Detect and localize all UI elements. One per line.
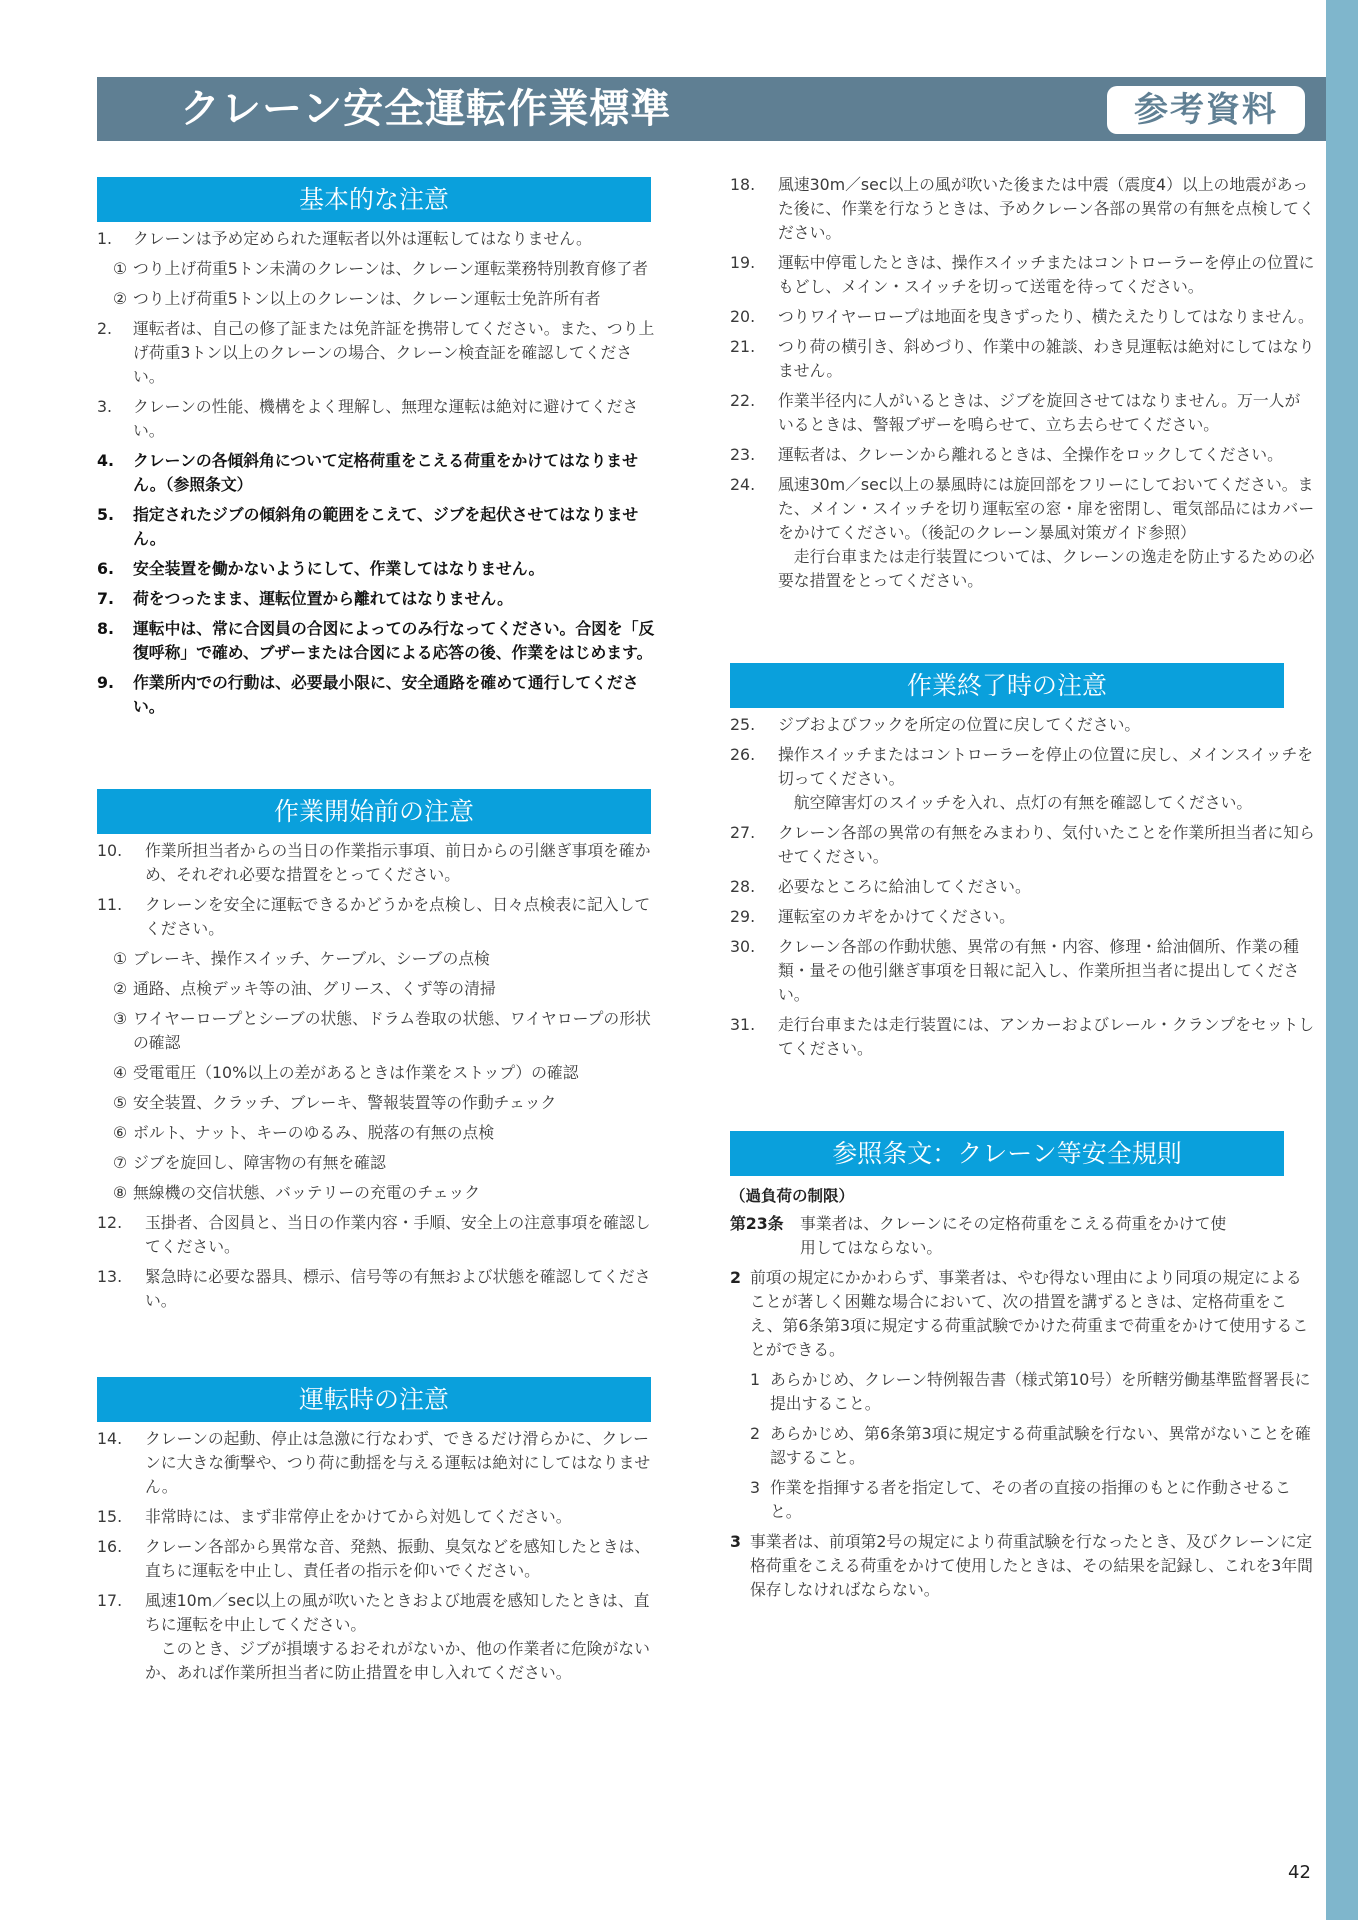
item-number: 2. bbox=[97, 319, 113, 338]
list-item bbox=[97, 449, 662, 497]
paragraph-item-number: 1 bbox=[750, 1370, 761, 1389]
sub-mark: ⑥ bbox=[113, 1123, 128, 1142]
item-text bbox=[778, 473, 1315, 593]
item-text: クレーンの各傾斜角について定格荷重をこえる荷重をかけてはなりません。（参照条文） bbox=[133, 451, 638, 494]
item-text: クレーン各部の異常の有無をみまわり、気付いたことを作業所担当者に知らせてください。 bbox=[778, 823, 1315, 866]
sub-mark: ④ bbox=[113, 1063, 128, 1082]
section-heading-before-work: 作業開始前の注意 bbox=[97, 789, 651, 834]
item-text: 緊急時に必要な器具、標示、信号等の有無および状態を確認してください。 bbox=[145, 1267, 651, 1310]
list-item bbox=[730, 473, 1315, 593]
item-text: 運転室のカギをかけてください。 bbox=[778, 907, 1015, 926]
item-text: クレーンの起動、停止は急激に行なわず、できるだけ滑らかに、クレーンに大きな衝撃や、つり荷に動揺を与える運転は絶対にしてはなりません。 bbox=[145, 1429, 651, 1496]
article-text-line2: 用してはならない。 bbox=[800, 1238, 943, 1257]
item-text: 指定されたジブの傾斜角の範囲をこえて、ジブを起伏させてはなりません。 bbox=[133, 505, 639, 548]
section-heading-reference: 参照条文：クレーン等安全規則 bbox=[730, 1131, 1284, 1176]
paragraph-item bbox=[730, 1368, 1315, 1416]
article-text-line1: 事業者は、クレーンにその定格荷重をこえる荷重をかけて使 bbox=[800, 1214, 1227, 1233]
list-item bbox=[97, 587, 662, 611]
sub-mark: ③ bbox=[113, 1009, 128, 1028]
list-item bbox=[730, 443, 1315, 467]
item-text: 走行台車または走行装置には、アンカーおよびレール・クランプをセットしてください。 bbox=[778, 1015, 1315, 1058]
list-item bbox=[730, 905, 1315, 929]
item-text: 作業所内での行動は、必要最小限に、安全通路を確めて通行してください。 bbox=[133, 673, 639, 716]
list-item bbox=[97, 503, 662, 551]
item-number: 25. bbox=[730, 715, 756, 734]
item-text: 運転者は、クレーンから離れるときは、全操作をロックしてください。 bbox=[778, 445, 1283, 464]
item-text bbox=[145, 1589, 662, 1685]
list-item bbox=[730, 875, 1315, 899]
item-number: 24. bbox=[730, 475, 756, 494]
sub-text: ジブを旋回し、障害物の有無を確認 bbox=[133, 1153, 386, 1172]
list-item bbox=[730, 335, 1315, 383]
paragraph-item bbox=[730, 1422, 1315, 1470]
sub-item bbox=[97, 287, 662, 311]
item-number: 20. bbox=[730, 307, 756, 326]
item-text bbox=[778, 743, 1315, 815]
sub-text: 受電電圧（10%以上の差があるときは作業をストップ）の確認 bbox=[133, 1063, 579, 1082]
article-number: 第23条 bbox=[730, 1214, 784, 1233]
list-item bbox=[97, 617, 662, 665]
item-number: 19. bbox=[730, 253, 756, 272]
paragraph-item-text: あらかじめ、第6条第3項に規定する荷重試験を行ない、異常がないことを確認すること。 bbox=[770, 1424, 1311, 1467]
item-number: 16. bbox=[97, 1537, 123, 1556]
list-item bbox=[97, 1265, 662, 1313]
item-number: 31. bbox=[730, 1015, 756, 1034]
item-text: 運転中停電したときは、操作スイッチまたはコントローラーを停止の位置にもどし、メイン・スイッチを切って送電を待ってください。 bbox=[778, 253, 1315, 296]
reference-label: （過負荷の制限） bbox=[730, 1187, 855, 1205]
item-number: 3. bbox=[97, 397, 113, 416]
list-item bbox=[730, 743, 1315, 815]
item-text: クレーン各部の作動状態、異常の有無・内容、修理・給油個所、作業の種類・量その他引継ぎ事項を日報に記入し、作業所担当者に提出してください。 bbox=[778, 937, 1300, 1004]
reference-badge: 参考資料 bbox=[1107, 86, 1305, 134]
item-number: 13. bbox=[97, 1267, 123, 1286]
sub-mark: ② bbox=[113, 979, 128, 998]
item-text: 荷をつったまま、運転位置から離れてはなりません。 bbox=[133, 589, 513, 608]
item-text: 玉掛者、合図員と、当日の作業内容・手順、安全上の注意事項を確認してください。 bbox=[145, 1213, 651, 1256]
item-extra-text: 走行台車または走行装置については、クレーンの逸走を防止するための必要な措置をとってください。 bbox=[778, 547, 1315, 590]
item-number: 10. bbox=[97, 841, 123, 860]
paragraph-item bbox=[730, 1476, 1315, 1524]
item-number: 8. bbox=[97, 619, 114, 638]
item-number: 29. bbox=[730, 907, 756, 926]
item-text: つりワイヤーロープは地面を曳きずったり、横たえたりしてはなりません。 bbox=[778, 307, 1314, 326]
section-heading-operation: 運転時の注意 bbox=[97, 1377, 651, 1422]
sub-text: つり上げ荷重5トン以上のクレーンは、クレーン運転士免許所有者 bbox=[133, 289, 601, 308]
item-text: 安全装置を働かないようにして、作業してはなりません。 bbox=[133, 559, 545, 578]
paragraph-item-number: 3 bbox=[750, 1478, 761, 1497]
list-item bbox=[97, 227, 662, 251]
list-item bbox=[97, 1535, 662, 1583]
sub-mark: ⑦ bbox=[113, 1153, 128, 1172]
item-text: 非常時には、まず非常停止をかけてから対処してください。 bbox=[145, 1507, 572, 1526]
item-number: 1. bbox=[97, 229, 113, 248]
paragraph-number: 2 bbox=[730, 1268, 741, 1287]
item-number: 5. bbox=[97, 505, 114, 524]
item-number: 26. bbox=[730, 745, 756, 764]
right-column bbox=[730, 173, 1315, 1608]
operation-list-continued bbox=[730, 173, 1315, 593]
operation-list bbox=[97, 1427, 662, 1685]
item-number: 12. bbox=[97, 1213, 123, 1232]
list-item bbox=[97, 1589, 662, 1685]
side-stripe bbox=[1326, 0, 1358, 1920]
section-heading-basic: 基本的な注意 bbox=[97, 177, 651, 222]
list-item bbox=[730, 251, 1315, 299]
sub-text: ワイヤーロープとシーブの状態、ドラム巻取の状態、ワイヤロープの形状の確認 bbox=[133, 1009, 651, 1052]
item-text: 作業半径内に人がいるときは、ジブを旋回させてはなりません。万一人がいるときは、警報ブザーを鳴らせて、立ち去らせてください。 bbox=[778, 391, 1301, 434]
item-number: 11. bbox=[97, 895, 123, 914]
item-number: 17. bbox=[97, 1591, 123, 1610]
sub-text: ボルト、ナット、キーのゆるみ、脱落の有無の点検 bbox=[133, 1123, 495, 1142]
item-text: クレーンの性能、機構をよく理解し、無理な運転は絶対に避けてください。 bbox=[133, 397, 639, 440]
item-extra-text: 航空障害灯のスイッチを入れ、点灯の有無を確認してください。 bbox=[793, 793, 1253, 812]
sub-item bbox=[97, 257, 662, 281]
sub-text: つり上げ荷重5トン未満のクレーンは、クレーン運転業務特別教育修了者 bbox=[133, 259, 648, 278]
item-number: 18. bbox=[730, 175, 756, 194]
paragraph-item-text: あらかじめ、クレーン特例報告書（様式第10号）を所轄労働基準監督署長に提出すること。 bbox=[770, 1370, 1311, 1413]
section-heading-end-of-work: 作業終了時の注意 bbox=[730, 663, 1284, 708]
item-text: クレーンは予め定められた運転者以外は運転してはなりません。 bbox=[133, 229, 592, 248]
list-item bbox=[730, 1013, 1315, 1061]
list-item bbox=[97, 839, 662, 887]
item-text: 運転者は、自己の修了証または免許証を携帯してください。また、つり上げ荷重3トン以上のクレーンの場合、クレーン検査証を確認してください。 bbox=[133, 319, 655, 386]
item-extra-text: このとき、ジブが損壊するおそれがないか、他の作業者に危険がないか、あれば作業所担当者に防止措置を申し入れてください。 bbox=[145, 1639, 650, 1682]
list-item bbox=[97, 1505, 662, 1529]
item-main-text: 操作スイッチまたはコントローラーを停止の位置に戻し、メインスイッチを切ってください。 bbox=[778, 745, 1314, 788]
list-item bbox=[97, 317, 662, 389]
sub-mark: ② bbox=[113, 289, 128, 308]
item-text: 運転中は、常に合図員の合図によってのみ行なってください。合図を「反復呼称」で確め、ブザーまたは合図による応答の後、作業をはじめます。 bbox=[133, 619, 655, 662]
basic-list bbox=[97, 227, 662, 719]
list-item bbox=[730, 173, 1315, 245]
sub-text: ブレーキ、操作スイッチ、ケーブル、シーブの点検 bbox=[133, 949, 490, 968]
item-number: 23. bbox=[730, 445, 756, 464]
item-number: 4. bbox=[97, 451, 114, 470]
sub-mark: ① bbox=[113, 949, 128, 968]
list-item bbox=[730, 713, 1315, 737]
sub-mark: ⑧ bbox=[113, 1183, 128, 1202]
sub-mark: ⑤ bbox=[113, 1093, 128, 1112]
sub-item bbox=[97, 1091, 662, 1115]
list-item bbox=[97, 1427, 662, 1499]
article-23 bbox=[730, 1212, 1315, 1260]
list-item bbox=[97, 1211, 662, 1259]
item-main-text: 風速10m／sec以上の風が吹いたときおよび地震を感知したときは、直ちに運転を中止してください。 bbox=[145, 1591, 650, 1634]
end-of-work-list bbox=[730, 713, 1315, 1061]
item-text: つり荷の横引き、斜めづり、作業中の雑談、わき見運転は絶対にしてはなりません。 bbox=[778, 337, 1315, 380]
item-text: 必要なところに給油してください。 bbox=[778, 877, 1031, 896]
item-number: 7. bbox=[97, 589, 114, 608]
item-text: クレーンを安全に運転できるかどうかを点検し、日々点検表に記入してください。 bbox=[145, 895, 651, 938]
sub-item bbox=[97, 1007, 662, 1055]
paragraph-text: 事業者は、前項第2号の規定により荷重試験を行なったとき、及びクレーンに定格荷重をこえる荷重をかけて使用したときは、その結果を記録し、これを3年間保存しなければならない。 bbox=[750, 1532, 1313, 1599]
item-text: クレーン各部から異常な音、発熱、振動、臭気などを感知したときは、直ちに運転を中止し、責任者の指示を仰いでください。 bbox=[145, 1537, 651, 1580]
sub-item bbox=[97, 1151, 662, 1175]
item-number: 6. bbox=[97, 559, 114, 578]
sub-item bbox=[97, 1061, 662, 1085]
paragraph-3 bbox=[730, 1530, 1315, 1602]
item-number: 9. bbox=[97, 673, 114, 692]
left-column bbox=[97, 177, 662, 1691]
paragraph-item-number: 2 bbox=[750, 1424, 761, 1443]
paragraph-2 bbox=[730, 1266, 1315, 1362]
before-work-list bbox=[97, 839, 662, 1313]
item-number: 27. bbox=[730, 823, 756, 842]
list-item bbox=[730, 389, 1315, 437]
paragraph-item-text: 作業を指揮する者を指定して、その者の直接の指揮のもとに作動させること。 bbox=[770, 1478, 1291, 1521]
item-number: 14. bbox=[97, 1429, 123, 1448]
list-item bbox=[97, 395, 662, 443]
paragraph-number: 3 bbox=[730, 1532, 741, 1551]
page-title: クレーン安全運転作業標準 bbox=[180, 86, 672, 132]
paragraph-text: 前項の規定にかかわらず、事業者は、やむ得ない理由により同項の規定によることが著しく困難な場合において、次の措置を講ずるときは、定格荷重をこえ、第6条第3項に規定する荷重試験でかけた荷重まで荷重をかけて使用することができる。 bbox=[750, 1268, 1309, 1359]
sub-item bbox=[97, 1181, 662, 1205]
sub-item bbox=[97, 947, 662, 971]
page-number: 42 bbox=[1288, 1862, 1311, 1883]
sub-mark: ① bbox=[113, 259, 128, 278]
list-item bbox=[730, 935, 1315, 1007]
list-item bbox=[730, 821, 1315, 869]
item-text: 風速30m／sec以上の風が吹いた後または中震（震度4）以上の地震があった後に、作業を行なうときは、予めクレーン各部の異常の有無を点検してください。 bbox=[778, 175, 1315, 242]
sub-text: 安全装置、クラッチ、ブレーキ、警報装置等の作動チェック bbox=[133, 1093, 557, 1112]
sub-text: 通路、点検デッキ等の油、グリース、くず等の清掃 bbox=[133, 979, 496, 998]
item-number: 22. bbox=[730, 391, 756, 410]
article-text bbox=[800, 1212, 1315, 1260]
item-number: 15. bbox=[97, 1507, 123, 1526]
sub-text: 無線機の交信状態、バッテリーの充電のチェック bbox=[133, 1183, 481, 1202]
sub-item bbox=[97, 977, 662, 1001]
sub-item bbox=[97, 1121, 662, 1145]
item-text: ジブおよびフックを所定の位置に戻してください。 bbox=[778, 715, 1141, 734]
list-item bbox=[97, 557, 662, 581]
item-text: 作業所担当者からの当日の作業指示事項、前日からの引継ぎ事項を確かめ、それぞれ必要な措置をとってください。 bbox=[145, 841, 651, 884]
list-item bbox=[97, 671, 662, 719]
item-number: 30. bbox=[730, 937, 756, 956]
item-number: 21. bbox=[730, 337, 756, 356]
list-item bbox=[97, 893, 662, 941]
item-number: 28. bbox=[730, 877, 756, 896]
list-item bbox=[730, 305, 1315, 329]
item-main-text: 風速30m／sec以上の暴風時には旋回部をフリーにしておいてください。また、メイン・スイッチを切り運転室の窓・扉を密閉し、電気部品にはカバーをかけてください。（後記のクレーン暴風対策ガイド参照） bbox=[778, 475, 1315, 542]
